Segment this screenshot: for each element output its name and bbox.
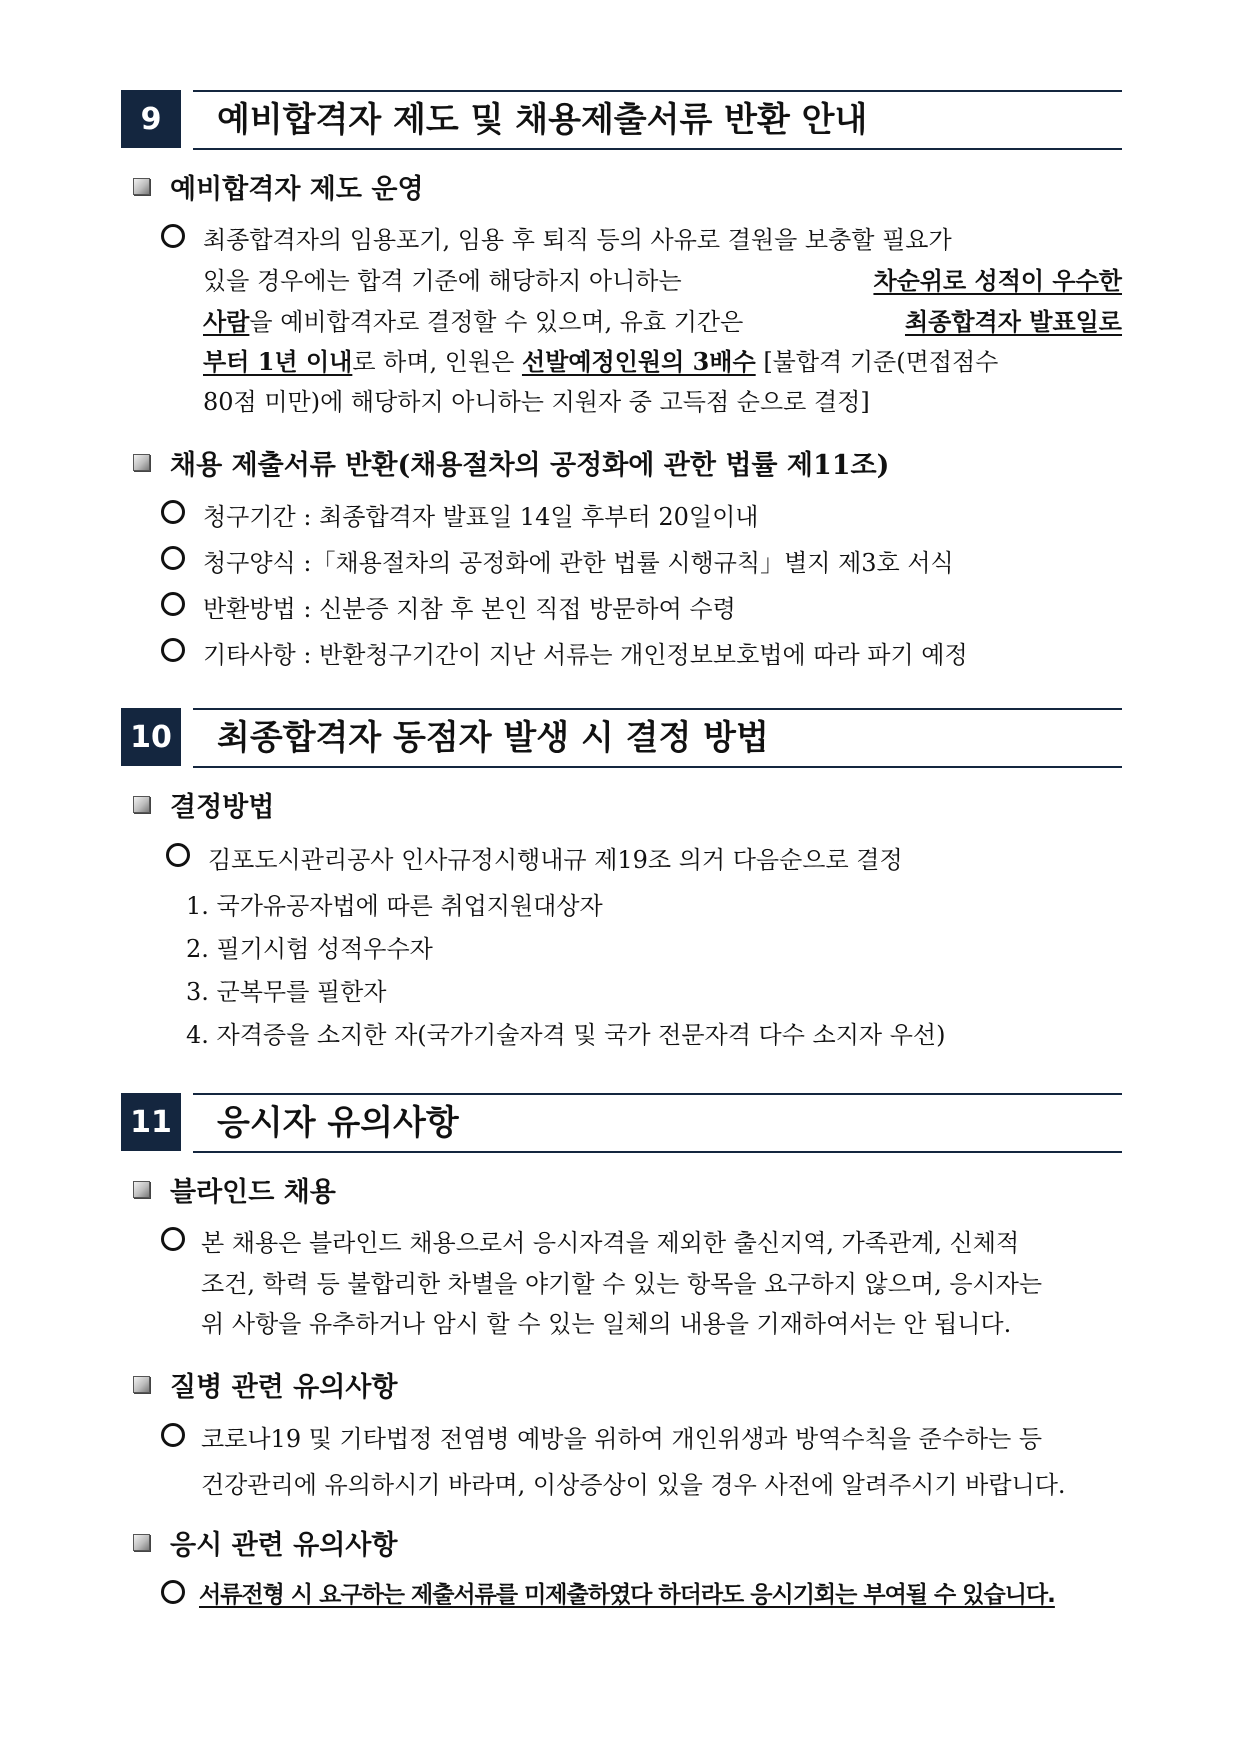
square-bullet-icon xyxy=(133,178,150,195)
square-bullet-icon xyxy=(133,454,150,471)
line-text: 조건, 학력 등 불합리한 차별을 야기할 수 있는 항목을 요구하지 않으며, 응시자는 xyxy=(201,1270,1043,1298)
paragraph-line xyxy=(203,261,1122,296)
subheading-text: 예비합격자 제도 운영 xyxy=(170,173,424,205)
line-text: 본 채용은 블라인드 채용으로서 응시자격을 제외한 출신지역, 가족관계, 신체적 xyxy=(201,1229,1020,1257)
section-title: 응시자 유의사항 xyxy=(217,1103,459,1143)
list-item xyxy=(156,635,1122,669)
numbered-item: 4. 자격증을 소지한 자(국가기술자격 및 국가 전문자격 다수 소지자 우선) xyxy=(186,1021,946,1049)
section-number: 9 xyxy=(121,90,181,148)
list-item xyxy=(156,543,1122,577)
application-paragraph xyxy=(156,1576,1122,1616)
circle-bullet-icon xyxy=(166,843,190,867)
section-9-header xyxy=(121,90,1122,148)
emphasis-text: 최종합격자 발표일로 xyxy=(904,307,1122,336)
line-text: 을 예비합격자로 결정할 수 있으며, 유효 기간은 xyxy=(249,308,744,336)
section-number: 10 xyxy=(121,708,181,766)
emphasis-text: 서류전형 시 요구하는 제출서류를 미제출하였다 하더라도 응시기회는 부여될 수 있습니다. xyxy=(199,1582,1055,1608)
square-bullet-icon xyxy=(133,1376,150,1393)
square-bullet-icon xyxy=(133,796,150,813)
subheading-disease xyxy=(133,1366,397,1402)
circle-bullet-icon xyxy=(161,592,185,616)
list-item-text: 반환방법 : 신분증 지참 후 본인 직접 방문하여 수령 xyxy=(203,595,736,623)
circle-bullet-icon xyxy=(161,1580,185,1604)
subheading-text: 블라인드 채용 xyxy=(170,1176,336,1208)
line-text: 건강관리에 유의하시기 바라며, 이상증상이 있을 경우 사전에 알려주시기 바랍니다. xyxy=(201,1471,1066,1499)
section-number: 11 xyxy=(121,1093,181,1151)
numbered-item: 2. 필기시험 성적우수자 xyxy=(186,935,433,963)
numbered-item: 1. 국가유공자법에 따른 취업지원대상자 xyxy=(186,892,603,920)
subheading-decision-method xyxy=(133,786,274,822)
section-title-box xyxy=(193,90,1122,150)
list-item xyxy=(156,589,1122,623)
subheading-reserve-system xyxy=(133,168,424,204)
list-item-text: 청구양식 :「채용절차의 공정화에 관한 법률 시행규칙」별지 제3호 서식 xyxy=(203,549,954,577)
paragraph-line xyxy=(201,1223,1122,1258)
list-item-text: 김포도시관리공사 인사규정시행내규 제19조 의거 다음순으로 결정 xyxy=(208,846,903,874)
square-bullet-icon xyxy=(133,1181,150,1198)
paragraph-line xyxy=(201,1264,1122,1299)
section-11-header xyxy=(121,1093,1122,1151)
line-text: 최종합격자의 임용포기, 임용 후 퇴직 등의 사유로 결원을 보충할 필요가 xyxy=(203,226,952,254)
section-10-header xyxy=(121,708,1122,766)
subheading-blind-hiring xyxy=(133,1171,336,1207)
emphasis-text: 사람 xyxy=(203,307,250,336)
section-title-box xyxy=(193,708,1122,768)
line-text: 코로나19 및 기타법정 전염병 예방을 위하여 개인위생과 방역수칙을 준수하는 등 xyxy=(201,1425,1043,1453)
section-title-box xyxy=(193,1093,1122,1153)
line-text: 위 사항을 유추하거나 암시 할 수 있는 일체의 내용을 기재하여서는 안 됩니다. xyxy=(201,1310,1012,1338)
section-title: 예비합격자 제도 및 채용제출서류 반환 안내 xyxy=(217,100,868,140)
disease-paragraph xyxy=(156,1419,1122,1499)
reserve-paragraph xyxy=(156,220,1122,420)
line-text: 있을 경우에는 합격 기준에 해당하지 아니하는 xyxy=(203,267,682,295)
paragraph-line xyxy=(199,1576,1122,1609)
paragraph-line xyxy=(201,1465,1066,1500)
subheading-text: 결정방법 xyxy=(170,791,275,823)
subheading-application xyxy=(133,1524,397,1560)
circle-bullet-icon xyxy=(161,1423,185,1447)
circle-bullet-icon xyxy=(161,500,185,524)
list-item-text: 기타사항 : 반환청구기간이 지난 서류는 개인정보보호법에 따라 파기 예정 xyxy=(203,641,968,669)
circle-bullet-icon xyxy=(161,1227,185,1251)
circle-bullet-icon xyxy=(161,546,185,570)
subheading-text: 질병 관련 유의사항 xyxy=(170,1371,398,1403)
circle-bullet-icon xyxy=(161,638,185,662)
circle-bullet-icon xyxy=(161,224,185,248)
subheading-document-return xyxy=(133,444,889,480)
line-text: 80점 미만)에 해당하지 아니하는 지원자 중 고득점 순으로 결정] xyxy=(203,388,870,416)
emphasis-text: 선발예정인원의 3배수 xyxy=(521,347,756,376)
list-item xyxy=(156,497,1122,531)
line-text: [불합격 기준(면접점수 xyxy=(755,348,999,376)
paragraph-line xyxy=(203,342,1122,377)
list-item-text: 청구기간 : 최종합격자 발표일 14일 후부터 20일이내 xyxy=(203,503,759,531)
subheading-text: 응시 관련 유의사항 xyxy=(170,1529,398,1561)
numbered-item: 3. 군복무를 필한자 xyxy=(186,978,387,1006)
square-bullet-icon xyxy=(133,1534,150,1551)
emphasis-text: 부터 1년 이내 xyxy=(203,347,353,376)
blind-hiring-paragraph xyxy=(156,1223,1122,1343)
paragraph-line xyxy=(201,1304,1011,1339)
subheading-text: 채용 제출서류 반환(채용절차의 공정화에 관한 법률 제11조) xyxy=(170,449,890,481)
paragraph-line xyxy=(203,302,1122,337)
paragraph-line xyxy=(203,382,870,417)
section-title: 최종합격자 동점자 발생 시 결정 방법 xyxy=(217,718,769,758)
paragraph-line xyxy=(203,220,1122,255)
line-text: 로 하며, 인원은 xyxy=(352,348,522,376)
paragraph-line xyxy=(201,1419,1122,1454)
emphasis-text: 차순위로 성적이 우수한 xyxy=(873,266,1122,295)
list-item xyxy=(156,840,1122,874)
